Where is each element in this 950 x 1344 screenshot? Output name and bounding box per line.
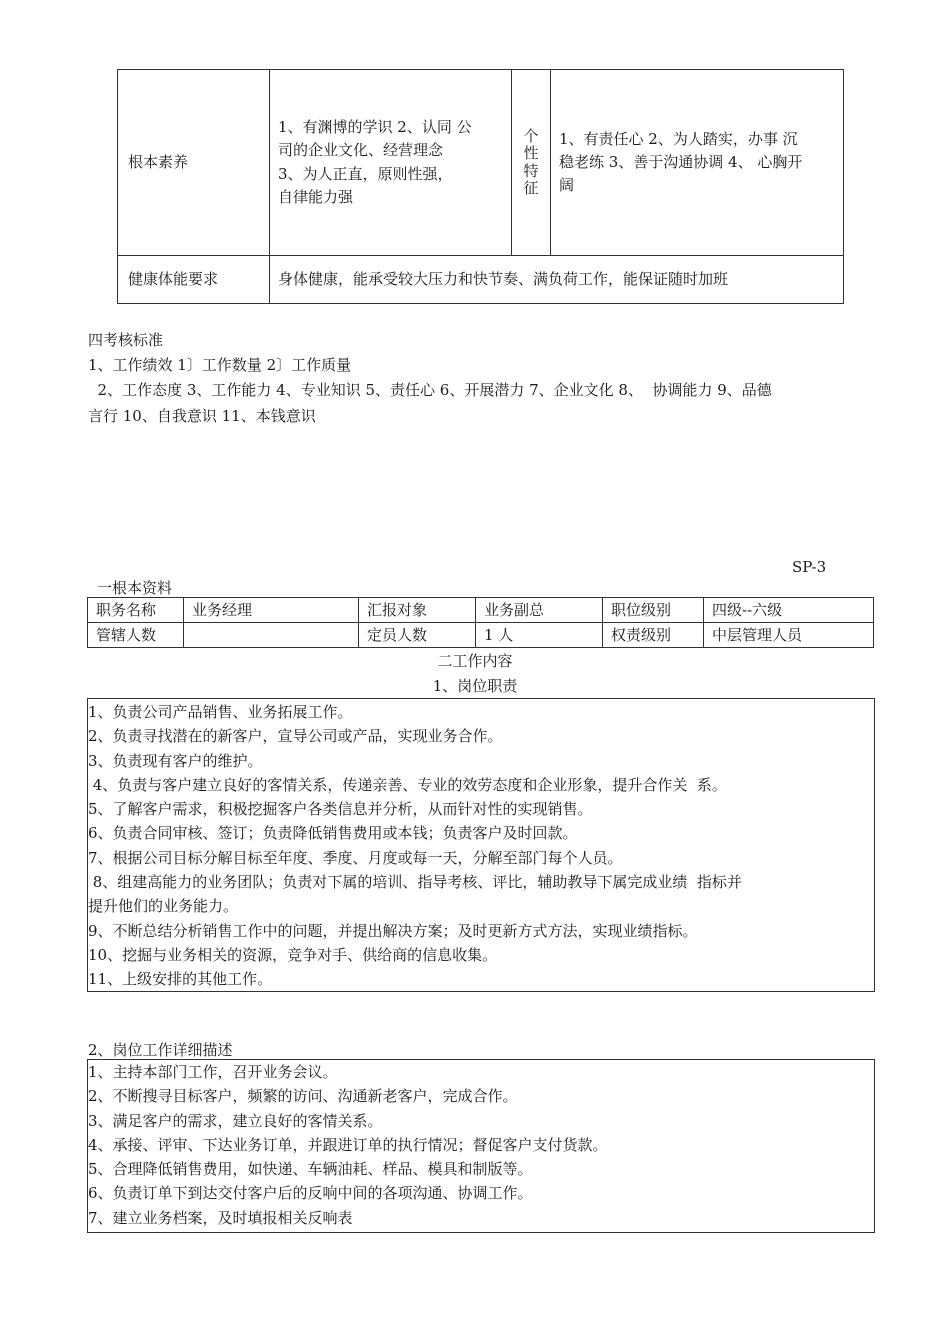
info-cell: 汇报对象 <box>359 598 476 623</box>
info-cell: 职位级别 <box>603 598 704 623</box>
info-cell <box>184 623 359 648</box>
duty-item: 2、负责寻找潜在的新客户，宣导公司或产品，实现业务合作。 <box>88 727 503 746</box>
info-cell: 职务名称 <box>88 598 184 623</box>
assessment-line: 1、工作绩效 1〕工作数量 2〕工作质量 <box>88 356 352 374</box>
health-text: 身体健康，能承受较大压力和快节奏、满负荷工作，能保证随时加班 <box>270 256 844 304</box>
basic-info-table <box>87 597 874 648</box>
qualification-table <box>117 69 844 304</box>
personality-line: 稳老练 3、善于沟通协调 4、 心胸开 <box>559 152 803 171</box>
basic-quality-label: 根本素养 <box>118 70 270 256</box>
info-cell: 四级--六级 <box>704 598 874 623</box>
info-cell: 业务经理 <box>184 598 359 623</box>
detail-item: 4、承接、评审、下达业务订单，并跟进订单的执行情况；督促客户支付货款。 <box>88 1135 608 1154</box>
basic-quality-line: 司的企业文化、经营理念 <box>278 141 444 160</box>
duty-item: 1、负责公司产品销售、业务拓展工作。 <box>88 703 353 721</box>
personality-label-char: 征 <box>523 178 539 197</box>
basic-info-heading: 一根本资料 <box>97 579 173 597</box>
document-code: SP-3 <box>792 558 827 576</box>
personality-label <box>512 70 551 256</box>
duty-item: 9、不断总结分析销售工作中的问题，并提出解决方案；及时更新方式方法，实现业绩指标。 <box>88 921 698 940</box>
personality-line: 阔 <box>559 176 575 195</box>
duty-item: 8、组建高能力的业务团队；负责对下属的培训、指导考核、评比，辅助教导下属完成业绩 指标并 <box>88 873 742 892</box>
personality-label-char: 个 <box>523 127 539 145</box>
detail-heading: 2、岗位工作详细描述 <box>88 1041 233 1059</box>
duty-item: 5、了解客户需求，积极挖掘客户各类信息并分析，从而针对性的实现销售。 <box>88 800 593 819</box>
duties-subheading: 1、岗位职责 <box>432 677 518 695</box>
duty-item: 10、挖掘与业务相关的资源，竞争对手、供给商的信息收集。 <box>88 945 498 964</box>
detail-box <box>87 1059 875 1233</box>
duty-item: 11、上级安排的其他工作。 <box>88 970 273 989</box>
work-content-heading: 二工作内容 <box>437 652 513 670</box>
personality-label-char: 特 <box>523 161 539 180</box>
detail-item: 2、不断搜寻目标客户，频繁的访问、沟通新老客户，完成合作。 <box>88 1087 518 1106</box>
health-label: 健康体能要求 <box>118 256 270 304</box>
basic-quality-line: 1、有渊博的学识 2、认同 公 <box>278 118 472 136</box>
assessment-heading: 四考核标准 <box>88 331 164 349</box>
info-cell: 1 人 <box>476 623 603 648</box>
duty-item: 提升他们的业务能力。 <box>88 897 239 916</box>
duty-item: 4、负责与客户建立良好的客情关系，传递亲善、专业的效劳态度和企业形象，提升合作关 系。 <box>88 775 727 794</box>
assessment-line: 2、工作态度 3、工作能力 4、专业知识 5、责任心 6、开展潜力 7、企业文化 8、 协调能力 9、品德 <box>88 381 772 399</box>
basic-quality-line: 3、为人正直，原则性强， <box>278 164 453 183</box>
personality-label-char: 性 <box>523 144 539 163</box>
detail-item: 7、建立业务档案，及时填报相关反响表 <box>88 1208 353 1227</box>
info-cell: 中层管理人员 <box>704 623 874 648</box>
basic-quality-text <box>270 70 512 256</box>
assessment-line: 言行 10、自我意识 11、本钱意识 <box>88 407 316 425</box>
info-cell: 业务副总 <box>476 598 603 623</box>
duty-item: 6、负责合同审核、签订；负责降低销售费用或本钱；负责客户及时回款。 <box>88 824 578 843</box>
duties-box <box>87 698 875 992</box>
detail-item: 1、主持本部门工作，召开业务会议。 <box>88 1063 338 1081</box>
duty-item: 7、根据公司目标分解目标至年度、季度、月度或每一天，分解至部门每个人员。 <box>88 848 623 867</box>
basic-quality-line: 自律能力强 <box>278 187 354 206</box>
personality-line: 1、有责任心 2、为人踏实，办事 沉 <box>559 129 798 148</box>
duty-item: 3、负责现有客户的维护。 <box>88 751 263 770</box>
detail-item: 3、满足客户的需求，建立良好的客情关系。 <box>88 1111 383 1130</box>
detail-item: 5、合理降低销售费用，如快递、车辆油耗、样品、模具和制版等。 <box>88 1160 533 1179</box>
info-cell: 管辖人数 <box>88 623 184 648</box>
info-cell: 权责级别 <box>603 623 704 648</box>
detail-item: 6、负责订单下到达交付客户后的反响中间的各项沟通、协调工作。 <box>88 1184 533 1203</box>
personality-text <box>551 70 844 256</box>
info-cell: 定员人数 <box>359 623 476 648</box>
